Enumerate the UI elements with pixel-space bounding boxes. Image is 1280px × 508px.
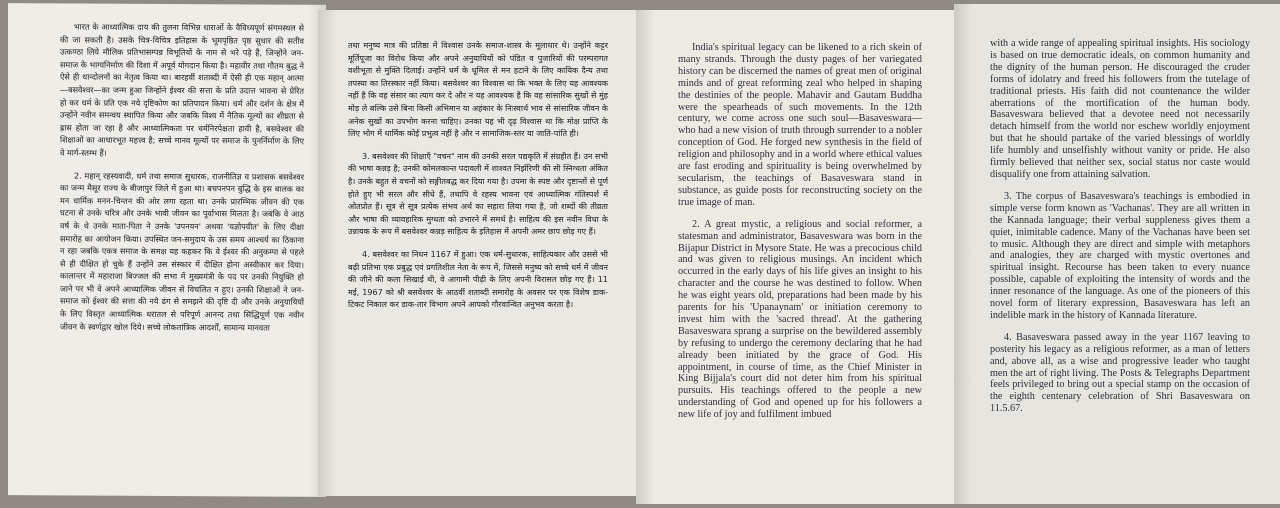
hindi-paragraph-intro: भारत के आध्यात्मिक दाय की तुलना विभिन्न धाराओं के वैविध्यपूर्ण संगमस्थल से की जा सकती है। उसके चित्र-विचित्र इतिहास के भूमपृष्ठित पृष्ठ सुधार की सतीव उत्कण्ठा लिये मौलिक प्रतिभासम्पन्न विभूतियों के नाम से भरे पड़े हैं, जिन्होंने जन-समाज के भाग्यनिर्माण की दिशा में अपूर्व योगदान किया है। महावीर तथा गौतम बुद्ध ने ऐसे ही धान्दोलनों का नेतृत्व किया था। बारहवीं शताब्दी में ऐसी ही एक महान् आत्मा—बसवेश्वर—का जन्म हुआ जिन्होंने ईश्वर की सत्ता के प्रति उदात्त भावना से प्रेरित हो कर धर्म के प्रति एक नये दृष्टिकोण का प्रतिपादन किया। धर्म और दर्शन के क्षेत्र में उन्होंने नवीन समन्वय स्थापित किया और जबकि विश्व में नैतिक मूल्यों का शीघ्रता से ह्रास होता जा रहा है और आध्यात्मिकता पर धर्मनिरपेक्षता हावी है, बसवेश्वर की शिक्षाओं का आधारभूत महत्त्व है; सच्चे मानव मूल्यों पर समाज के पुनर्निर्माण के लिए वे मार्ग-स्तम्भ हैं।	[60, 22, 304, 158]
hindi-paragraph-continued: तथा मनुष्य मात्र की प्रतिष्ठा में विश्वास उनके समाज-शास्त्र के मूलाधार थे। उन्होंने कट्टर मूर्तिपूजा का विरोध किया और अपने अनुयायियों को पंडित व पुजारियों की परम्परागत वशीभूता से मुक्ति दिलाई। उन्होंने धर्म के धूमिल से मन हटाने के लिए कायिक दैन्य तथा तपस्या का तिरस्कार नहीं किया। बसवेश्वर का विश्वास था कि भक्त के लिए यह आवश्यक नहीं है कि वह संसार का त्याग कर दे और न यह आवश्यक है कि वह सांसारिक सुखों से मुंह मोड़ ले बल्कि उसे बिना किसी अभिमान या अहंकार के निःस्वार्थ भाव से सांसारिक जीवन के अनेक सुखों का उपभोग करना चाहिए। उनका यह भी दृढ़ विश्वास था कि मोक्ष प्राप्ति के लिए भोग में धार्मिक कोई प्रभुत्व नहीं है और न सामाजिक-स्तर या जाति-पांति ही।	[348, 41, 608, 139]
english-paragraph-2: 2. A great mystic, a religious and social reformer, a statesman and administrator, Basaveswara was born in the Bijapur District in Mysore State. He was a precocious child and was given to religious musings. An incident which occurred in the early days of his life gives an insight to his character and the course he was destined to follow. When he was eight years old, preparations had been made by his parents for his 'Upanaynam' or initiation ceremony to invest him with the 'sacred thread'. At the gathering Basaveswara sprang a surprise on the bewildered assembly by refusing to undergo the ceremony declaring that he had already been initiated by the grace of God. His appointment, in course of time, as the Chief Minister in King Bijjala's court did not deter him from his spiritual pursuits. His teachings offered to the people a new understanding of God and opened up for his followers a new life of joy and fulfilment imbued	[678, 218, 922, 421]
hindi-paragraph-4: 4. बसवेश्वर का निधन 1167 में हुआ। एक धर्म-सुधारक, साहित्यकार और उससे भी बढ़ी प्रतिभा एक प्रबुद्ध एवं प्रगतिशील नेता के रूप में, जिससे मनुष्य को सच्चे धर्म में जीवन की जीने की कला सिखाई थी, वे आगामी पीढ़ी के लिए अपनी विरासत छोड़ गए हैं। 11 मई, 1967 को श्री बसवेश्वर के आठवीं शताब्दी समारोह के अवसर पर एक विशेष डाक-टिकट निकाल कर डाक-तार विभाग अपने आपको गौरवान्वित अनुभव करता है।	[348, 249, 608, 310]
hindi-text-column	[60, 21, 304, 490]
english-panel-left	[636, 10, 954, 504]
english-panel-right	[954, 4, 1280, 504]
hindi-paragraph-2: 2. महान् रहस्यवादी, धर्म तथा समाज सुधारक, राजनीतिज्ञ व प्रशासक बसवेश्वर का जन्म मैसूर राज्य के बीजापुर जिले में हुआ था। बचपनपन बुद्धि के इस बालक का मन धार्मिक मनन-चिन्तन की ओर लगा रहता था। उनके प्रारम्भिक जीवन की एक घटना से उनके चरित्र और उनके भावी जीवन का पूर्वाभास मिलता है। जबकि वे आठ वर्ष के थे उनके माता-पिता ने उनके 'उपनयन' अथवा 'यज्ञोपवीत' के लिए दीक्षा समारोह का आयोजन किया। उपस्थित जन-समुदाय के उस समय आश्चर्य का ठिकाना न रहा जबकि एकत्र समाज के समक्ष यह कहकर कि वे ईश्वर की अनुकम्पा से पहले से ही दीक्षित हो चुके हैं उन्होंने उस संस्कार में दीक्षित होना अस्वीकार कर दिया। कालान्तर में महाराजा बिज्जल की सभा में मुख्यमंत्री के पद पर उनकी नियुक्ति हो जाने पर भी वे अपने आध्यात्मिक जीवन से विचलित न हुए। उनकी शिक्षाओं ने जन-समाज को ईश्वर की सत्ता की नये ढंग से समझने की दृष्टि दी और उनके अनुयायियों के लिए विस्तृत आध्यात्मिक धरातल से परिपूर्ण आनन्द तथा सिद्धिपूर्ण एक नवीन जीवन के स्वर्णद्वार खोल दिये। सच्चे लोकतांत्रिक आदर्शों, सामान्य मानवता	[60, 171, 304, 333]
english-paragraph-intro: India's spiritual legacy can be likened to a rich skein of many strands. Through the dusty pages of her variegated history can be discerned the names of great men of original minds and of great reforming zeal who helped in shaping the destinies of the people. Mahavir and Gautam Buddha were the spearheads of such movements. In the 12th century, we come across one such soul—Basaveswara—who had a new vision of truth through surrender to a nobler conception of God. He forged new synthesis in the field of religion and philosophy and in a world where ethical values are fast eroding and spirituality is being overwhelmed by secularism, the teachings of Basaveswara stand in substance, as guide posts for reconstructing society on the true image of man.	[678, 42, 922, 208]
english-paragraph-continued: with a wide range of appealing spiritual insights. His sociology is based on true democratic ideals, on common humanity and the dignity of the human person. He discouraged the cruder forms of idolatry and freed his followers from the tutelage of traditional priests. His faith did not countenance the wilder aberrations of the mortification of the human body. Basaveswara believed that a devotee need not necessarily detach himself from the world nor eschew worldly enjoyment but that he should partake of the varied blessings of worldly life humbly and unselfishly without vanity or pride. He also firmly believed that neither sex, social status nor caste would disqualify one from attaining salvation.	[990, 38, 1250, 180]
fold-shadow	[318, 10, 336, 496]
english-paragraph-4: 4. Basaveswara passed away in the year 1167 leaving to posterity his legacy as a religious reformer, as a man of letters and, above all, as a wise and progressive leader who taught men the art of right living. The Posts & Telegraphs Department feels privileged to bring out a special stamp on the occasion of the eighth centenary celebration of Shri Basaveswara on 11.5.67.	[990, 331, 1250, 415]
hindi-panel-left	[8, 3, 326, 497]
english-text-column	[990, 38, 1250, 498]
english-text-column	[678, 42, 922, 498]
fold-shadow	[954, 4, 972, 504]
fold-shadow	[636, 10, 654, 504]
hindi-text-column	[348, 40, 608, 490]
hindi-panel-right	[318, 10, 636, 496]
hindi-paragraph-3: 3. बसवेश्वर की शिक्षाएँ "वचन" नाम की उनकी सरल पद्यकृति में संग्रहीत हैं। उन सभी की भाषा कन्नड़ है; उनकी कोमलकान्त पदावली में शाश्वत निर्झरिणी की सी स्निग्धता अंकित है। उनके बहुत से वचनों को सङ्गीतबद्ध कर दिया गया है। उपमा के स्पष्ट और दृष्टान्तों से पूर्ण होते हुए भी सरल और सीधे हैं, तथापि वे रहस्य भावना एवं आध्यात्मिक गंतिस्पर्श में ओतप्रोत हैं। सूत्र से सूत्र प्रत्येक संभव अर्थ का सहारा लिया गया है, जो शब्दों की तीव्रता और भाषा की व्यावहारिक मुग्धता को उभारने में समर्थ है। साहित्य की इस नवीन विधा के उन्नायक के रूप में बसवेश्वर कन्नड़ साहित्य के इतिहास में अपनी अमर छाप छोड़ गए हैं।	[348, 151, 608, 237]
english-paragraph-3: 3. The corpus of Basaveswara's teachings is embodied in simple verse form known as 'Vachanas'. They are all written in the Kannada language; their verbal suppleness gives them a quiet, inimitable cadence. Many of the Vachanas have been set to music. Although they are direct and simple with metaphors and analogies, they are charged with mystic overtones and spiritual insight. Recourse has been taken to every nuance possible, capable of exploiting the intensity of words and the inner resonance of the language. As one of the pioneers of this novel form of literary expression, Basaveswara has left an indelible mark in the history of Kannada literature.	[990, 190, 1250, 321]
